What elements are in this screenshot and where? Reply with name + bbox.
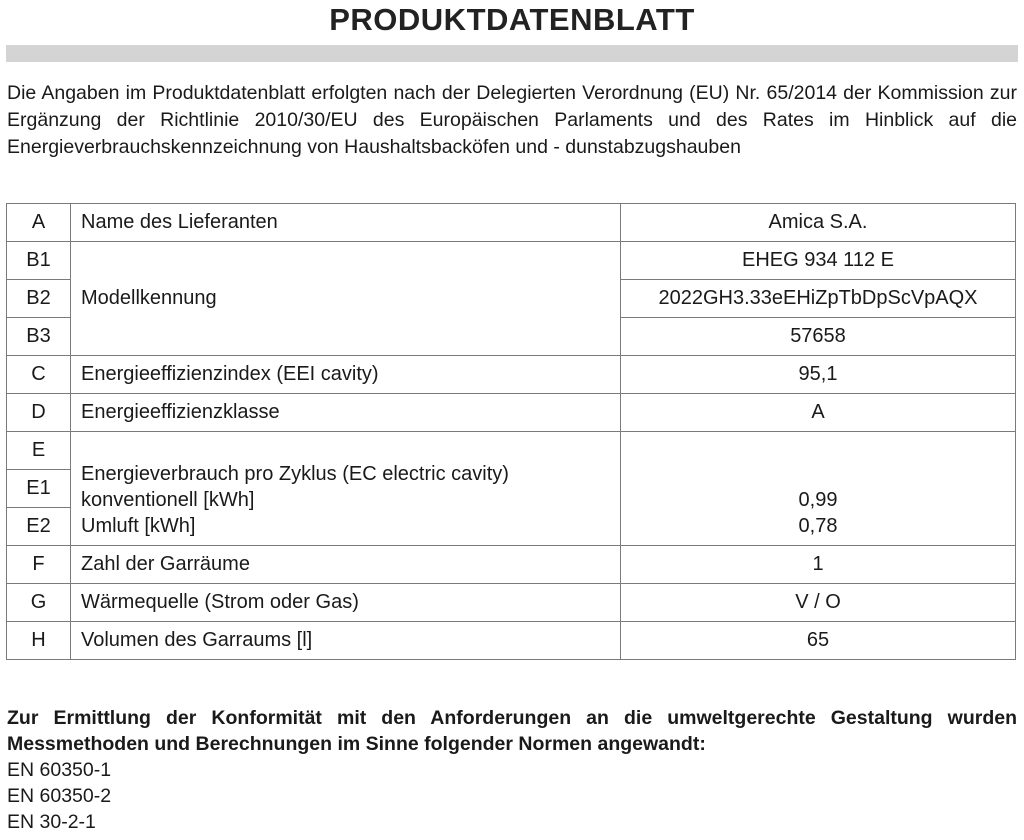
table-row	[7, 432, 1016, 470]
row-value: A	[621, 394, 1016, 432]
row-code: F	[7, 546, 71, 584]
title-underline-bar	[6, 45, 1018, 62]
row-code: B1	[7, 242, 71, 280]
row-value: 95,1	[621, 356, 1016, 394]
page-title: PRODUKTDATENBLATT	[329, 2, 695, 37]
row-label: Volumen des Garraums [l]	[71, 622, 621, 660]
row-code: G	[7, 584, 71, 622]
row-code: C	[7, 356, 71, 394]
row-value-fan: 0,78	[798, 515, 838, 537]
row-code: H	[7, 622, 71, 660]
row-label: Name des Lieferanten	[71, 204, 621, 242]
table-row	[7, 394, 1016, 432]
row-code: E1	[7, 470, 71, 508]
product-data-table	[6, 203, 1016, 660]
row-label: Energieverbrauch pro Zyklus (EC electric cavity)	[81, 463, 509, 485]
table-row	[7, 622, 1016, 660]
row-label: Modellkennung	[71, 242, 621, 356]
row-code: A	[7, 204, 71, 242]
row-value: Amica S.A.	[621, 204, 1016, 242]
table-row	[7, 242, 1016, 280]
row-label: Wärmequelle (Strom oder Gas)	[71, 584, 621, 622]
energy-consumption-values	[621, 432, 1016, 546]
row-label: Energieeffizienzindex (EEI cavity)	[71, 356, 621, 394]
row-value: 1	[621, 546, 1016, 584]
conformity-statement: Zur Ermittlung der Konformität mit den Anforderungen an die umweltgerechte Gestaltung wurden Messmethoden und Berechnungen im Sinne folgender Normen angewandt:	[7, 707, 1017, 755]
table-row	[7, 584, 1016, 622]
row-code: E2	[7, 508, 71, 546]
table-row	[7, 546, 1016, 584]
table-row	[7, 356, 1016, 394]
row-code: E	[7, 432, 71, 470]
row-label: Zahl der Garräume	[71, 546, 621, 584]
row-code: B2	[7, 280, 71, 318]
row-sublabel-fan: Umluft [kWh]	[81, 515, 196, 537]
standard-item: EN 60350-2	[7, 785, 112, 807]
row-sublabel-conventional: konventionell [kWh]	[81, 489, 255, 511]
row-value: 65	[621, 622, 1016, 660]
row-value-conventional: 0,99	[798, 489, 838, 511]
row-value: 57658	[621, 318, 1016, 356]
row-value: 2022GH3.33eEHiZpTbDpScVpAQX	[621, 280, 1016, 318]
row-value: V / O	[621, 584, 1016, 622]
standards-section	[7, 705, 1017, 835]
row-code: B3	[7, 318, 71, 356]
energy-consumption-label	[71, 432, 621, 546]
row-code: D	[7, 394, 71, 432]
standard-item: EN 60350-1	[7, 759, 112, 781]
row-value: EHEG 934 112 E	[621, 242, 1016, 280]
intro-paragraph: Die Angaben im Produktdatenblatt erfolgten nach der Delegierten Verordnung (EU) Nr. 65/2014 der Kommission zur Ergänzung der Richtlinie 2010/30/EU des Europäischen Parlaments und des Rates im Hinblick auf die Energieverbrauchskennzeichnung von Haushaltsbacköfen und - dunstabzugshauben	[7, 82, 1017, 158]
row-label: Energieeffizienzklasse	[71, 394, 621, 432]
standard-item: EN 30-2-1	[7, 811, 96, 833]
table-row	[7, 204, 1016, 242]
